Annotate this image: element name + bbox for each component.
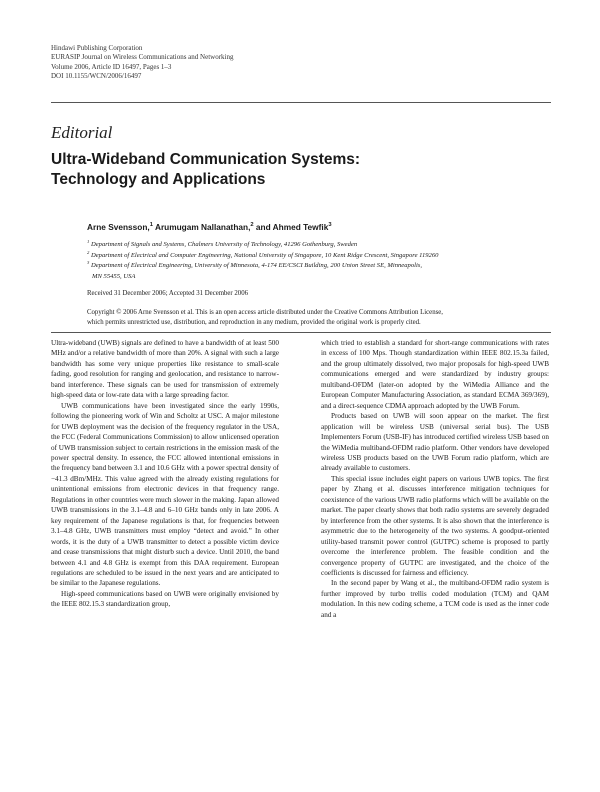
author-name: Arumugam Nallanathan,: [152, 222, 251, 232]
affiliation-list: [87, 240, 547, 282]
author-affil-mark: 2: [250, 222, 254, 229]
affiliation-item: [87, 251, 547, 262]
received-dates: Received 31 December 2006; Accepted 31 December 2006: [87, 290, 248, 297]
copyright-line-1: Copyright © 2006 Arne Svensson et al. This is an open access article distributed under the Creative Commons Attribution License,: [87, 309, 443, 316]
abstract-divider: [51, 332, 551, 333]
journal-name: EURASIP Journal on Wireless Communications and Networking: [51, 53, 234, 62]
body-paragraph: Ultra-wideband (UWB) signals are defined to have a bandwidth of at least 500 MHz and/or a relative bandwidth of more than 20%. A signal with such a large bandwidth has some very unique properties like resistance to small-scale fading, good resolution for ranging and geolocation, and resistance to narrow-band interference. These signals can be used for transmission of extremely high-speed data or low-rate data with a large spreading factor.: [51, 339, 279, 400]
page-title: [51, 150, 531, 190]
affiliation-mark: 2: [87, 249, 90, 255]
journal-doi: DOI 10.1155/WCN/2006/16497: [51, 71, 142, 80]
body-column-left: [51, 338, 279, 610]
header-divider: [51, 102, 551, 103]
copyright-line-2: which permits unrestricted use, distribution, and reproduction in any medium, provided the original work is properly cited.: [87, 319, 421, 327]
author-name: Arne Svensson,: [87, 222, 150, 232]
affiliation-item: [87, 261, 547, 272]
body-paragraph: which tried to establish a standard for short-range communications with rates in excess of 100 Mps. Though standardization within IEEE 802.15.3a failed, and the group ultimately dissolved, two major proposals for high-speed UWB communications emerged and were standardized by industry groups: multiband-OFDM (later-on adopted by the WiMedia Alliance and the European Computer Manufacturing Association, as standard ECMA 369/369), and a direct-sequence CDMA approach adopted by the UWB Forum.: [321, 339, 549, 410]
body-paragraph: Products based on UWB will soon appear on the market. The first application will be wireless USB (universal serial bus). The USB Implementers Forum (USB-IF) has introduced certified wireless USB based on the WiMedia multiband-OFDM radio platform. Other vendors have developed wireless USB products based on the UWB Forum radio platform, which are already available to customers.: [321, 412, 549, 473]
affiliation-text: Department of Electrical Engineering, University of Minnesota, 4-174 EE/CSCI Building, 200 Union Street SE, Minneapolis,: [89, 262, 423, 269]
affiliation-text: Department of Signals and Systems, Chalmers University of Technology, 41296 Gothenburg, Sweden: [89, 241, 358, 248]
author-affil-mark: 3: [328, 222, 332, 229]
section-label: Editorial: [51, 123, 113, 142]
body-paragraph: UWB communications have been investigated since the early 1990s, following the pioneering work of Win and Scholtz at USC. A major milestone for UWB deployment was the decision of the frequency regulator in the USA, the FCC (Federal Communications Commission) to allow unlicensed operation of UWB transmission subject to certain restrictions in the emission mask of the power spectral density. In essence, the FCC allowed intentional emissions in the frequency band between 3.1 and 10.6 GHz with a power spectral density of −41.3 dBm/MHz. This value agreed with the already existing regulations for unintentional emissions from electronic devices in that frequency range. Regulations in other countries were much slower in the making. Japan allowed UWB transmissions in the 3.1–4.8 and 6–10 GHz bands only in late 2006. A key requirement of the Japanese regulations is that, for frequencies between 3.1–4.8 GHz, UWB transmitters must employ “detect and avoid.” In other words, it is the duty of a UWB transmitter to detect a possible victim device and cease transmissions that might disturb such a device. Until 2010, the band between 4.1 and 4.8 GHz is exempt from this DAA requirement. European regulations are scheduled to be issued in the next years and are anticipated to be similar to the Japanese regulations.: [51, 401, 279, 588]
copyright-notice: [87, 308, 547, 329]
author-list: [87, 222, 332, 232]
title-line-1: Ultra-Wideband Communication Systems:: [51, 151, 361, 168]
journal-volume: Volume 2006, Article ID 16497, Pages 1–3: [51, 62, 172, 71]
body-column-right: [321, 338, 549, 620]
affiliation-mark: 3: [87, 259, 90, 265]
affiliation-continuation: MN 55455, USA: [92, 272, 136, 280]
title-line-2: Technology and Applications: [51, 171, 266, 188]
body-paragraph: In the second paper by Wang et al., the multiband-OFDM radio system is further improved by turbo trellis coded modulation (TCM) and QAM modulation. In this new coding scheme, a TCM code is used as the inner code and a: [321, 579, 549, 619]
author-affil-mark: 1: [149, 222, 153, 229]
affiliation-text: Department of Electrical and Computer Engineering, National University of Singapore, 10 Kent Ridge Crescent, Singapore 119260: [89, 251, 439, 259]
affiliation-item: [87, 240, 547, 251]
journal-publisher: Hindawi Publishing Corporation: [51, 44, 143, 52]
journal-header: [51, 44, 233, 81]
author-name: and Ahmed Tewfik: [253, 222, 329, 232]
body-paragraph: This special issue includes eight papers on various UWB topics. The first paper by Zhang et al. discusses interference mitigation techniques for coexistence of the various UWB radio platforms which will be available on the market. The paper clearly shows that both radio systems are severely degraded by interference from the other systems. It is also shown that the interference is asymmetric due to the heterogeneity of the two systems. A goodput-oriented utility-based transmit power control (GUTPC) scheme is proposed to partly overcome the interference problem. The feasible condition and the convergence property of GUTPC are investigated, and the choice of the coefficients is discussed for fairness and efficiency.: [321, 474, 549, 577]
affiliation-mark: 1: [87, 238, 90, 244]
body-paragraph: High-speed communications based on UWB were originally envisioned by the IEEE 802.15.3 standardization group,: [51, 589, 279, 609]
